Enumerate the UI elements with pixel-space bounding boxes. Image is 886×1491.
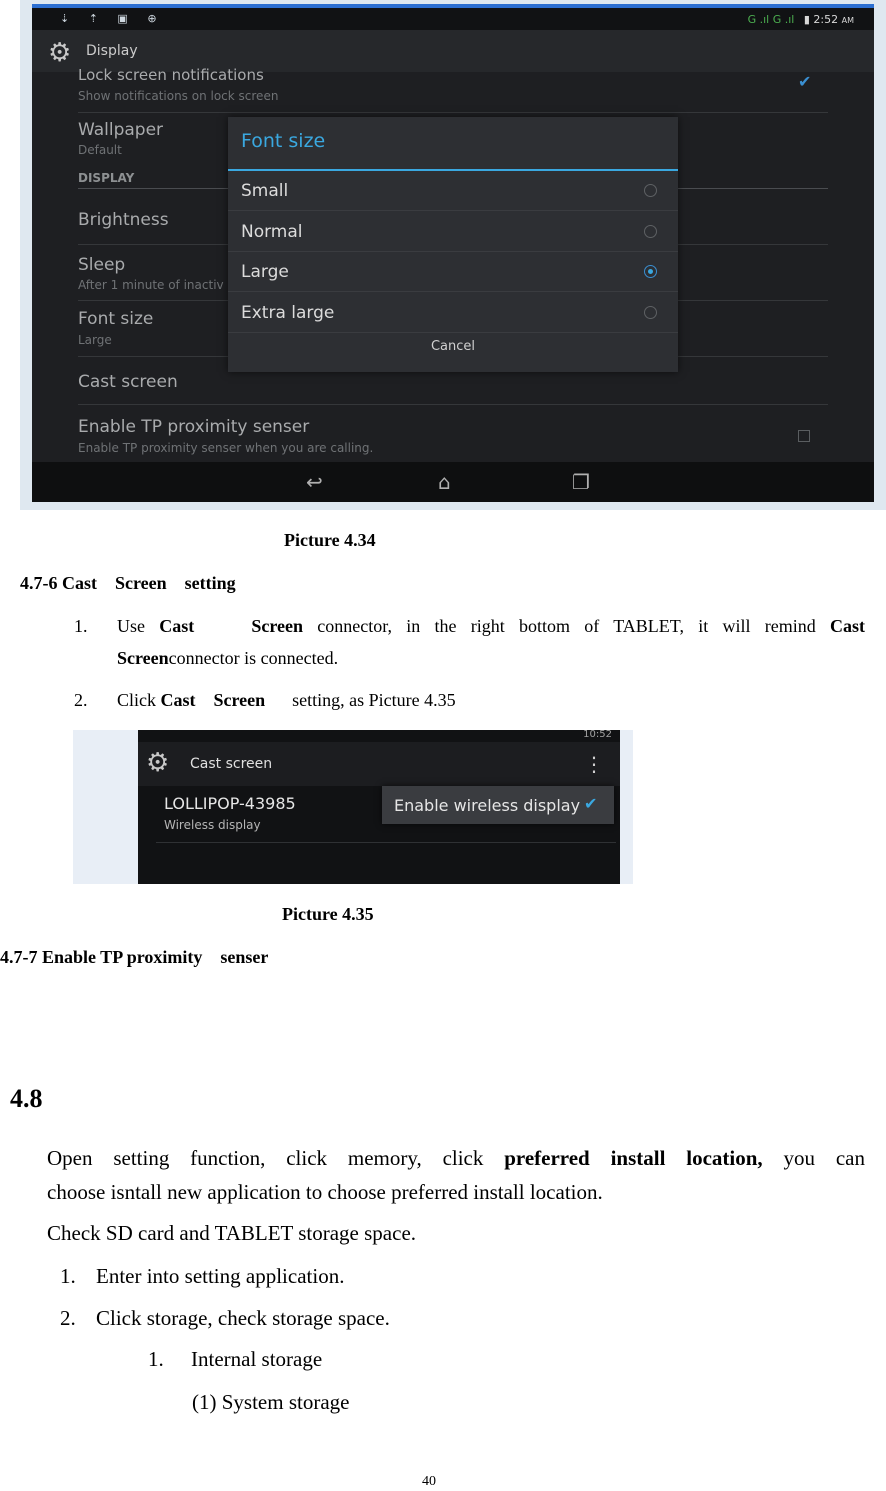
setting-brightness[interactable]: Brightness <box>78 210 169 230</box>
option-label: Normal <box>241 222 303 242</box>
status-clock: 10:52 <box>583 730 612 740</box>
home-icon[interactable]: ⌂ <box>438 470 451 494</box>
heading-4-7-7: 4.7-7 Enable TP proximity senser <box>0 947 269 967</box>
paragraph-1-line-2: choose isntall new application to choose preferred install location. <box>47 1180 603 1204</box>
heading-4-7-6: 4.7-6 Cast Screen setting <box>20 573 236 593</box>
status-clock: G .ıl G .ıl ▮ 2:52 AM <box>747 13 854 26</box>
back-icon[interactable]: ↩ <box>306 470 323 494</box>
cancel-button[interactable]: Cancel <box>430 339 476 354</box>
action-bar-title: Cast screen <box>190 756 273 772</box>
option-normal[interactable] <box>228 212 678 252</box>
dialog-title: Font size <box>241 130 326 152</box>
font-size-dialog <box>228 117 678 372</box>
caption-picture-4-35: Picture 4.35 <box>282 904 374 924</box>
device-subtitle: Wireless display <box>164 818 261 832</box>
setting-lock-screen-sub: Show notifications on lock screen <box>78 89 279 103</box>
option-label: Large <box>241 262 289 282</box>
option-label: Small <box>241 181 289 201</box>
step-1-line-2: Screenconnector is connected. <box>117 648 339 668</box>
section-header-display: DISPLAY <box>78 171 135 185</box>
sublist-item-number: 1. <box>148 1347 164 1371</box>
radio-button-selected[interactable] <box>644 265 657 278</box>
signal-icon: G .ıl G .ıl <box>747 13 795 26</box>
setting-enable-tp[interactable]: Enable TP proximity senser <box>78 417 310 437</box>
list-item-2-text: Click storage, check storage space. <box>96 1306 390 1330</box>
setting-cast-screen[interactable]: Cast screen <box>78 372 178 392</box>
setting-lock-screen[interactable]: Lock screen notifications <box>78 66 264 84</box>
setting-wallpaper[interactable]: Wallpaper <box>78 120 164 140</box>
checkbox-unchecked[interactable] <box>798 430 810 442</box>
overflow-menu-icon[interactable]: ⋮ <box>584 752 604 776</box>
setting-sleep-sub: After 1 minute of inactiv <box>78 278 224 292</box>
gear-icon[interactable]: ⚙ <box>48 38 72 68</box>
status-icons: ⇣ ⇡ ▣ ⊕ <box>60 12 165 25</box>
paragraph-2: Check SD card and TABLET storage space. <box>47 1221 417 1245</box>
radio-button[interactable] <box>644 184 657 197</box>
option-small[interactable] <box>228 171 678 211</box>
option-label: Extra large <box>241 303 335 323</box>
recent-apps-icon[interactable]: ❐ <box>572 470 590 494</box>
status-bar <box>32 8 874 30</box>
radio-button[interactable] <box>644 225 657 238</box>
overflow-menu-popup <box>382 786 614 824</box>
step-2-text: Click Cast Screen setting, as Picture 4.35 <box>117 690 456 710</box>
paragraph-1-line-1: Open setting function, click memory, click preferred install location, you can <box>47 1146 865 1170</box>
step-1-number: 1. <box>74 616 88 636</box>
sublist-item-text: Internal storage <box>191 1347 323 1371</box>
tablet-screen <box>138 730 620 884</box>
step-1-line-1: Use Cast Screen connector, in the right bottom of TABLET, it will remind Cast <box>117 616 865 636</box>
setting-wallpaper-sub: Default <box>78 143 122 157</box>
divider <box>78 112 828 113</box>
enable-wireless-display-item[interactable]: Enable wireless display <box>394 796 581 815</box>
setting-sleep[interactable]: Sleep <box>78 255 126 275</box>
divider <box>156 842 616 843</box>
list-item-1-text: Enter into setting application. <box>96 1264 345 1288</box>
gear-icon[interactable]: ⚙ <box>146 748 170 778</box>
list-item-1-number: 1. <box>60 1264 76 1288</box>
sub-sublist-item: (1) System storage <box>192 1390 350 1414</box>
section-heading-4-8: 4.8 <box>10 1084 43 1113</box>
radio-button[interactable] <box>644 306 657 319</box>
device-name[interactable]: LOLLIPOP-43985 <box>164 794 296 813</box>
setting-font-size[interactable]: Font size <box>78 309 154 329</box>
step-2-number: 2. <box>74 690 88 710</box>
status-bar <box>138 730 620 742</box>
divider <box>78 404 828 405</box>
checkbox-checked-icon[interactable]: ✔ <box>584 794 598 813</box>
action-bar-title: Display <box>86 43 138 59</box>
option-extra-large[interactable] <box>228 293 678 333</box>
list-item-2-number: 2. <box>60 1306 76 1330</box>
battery-icon: ▮ <box>803 13 814 26</box>
page-number: 40 <box>422 1474 436 1489</box>
tablet-screen <box>32 4 874 502</box>
caption-picture-4-34: Picture 4.34 <box>284 530 376 550</box>
checkbox-checked-icon[interactable]: ✔ <box>798 72 812 91</box>
screenshot-cast-screen <box>73 730 633 884</box>
action-bar <box>138 742 620 786</box>
screenshot-display-settings <box>20 0 886 510</box>
setting-enable-tp-sub: Enable TP proximity senser when you are calling. <box>78 441 374 455</box>
navigation-bar <box>32 462 874 502</box>
setting-font-size-sub: Large <box>78 333 112 347</box>
option-large[interactable] <box>228 252 678 292</box>
